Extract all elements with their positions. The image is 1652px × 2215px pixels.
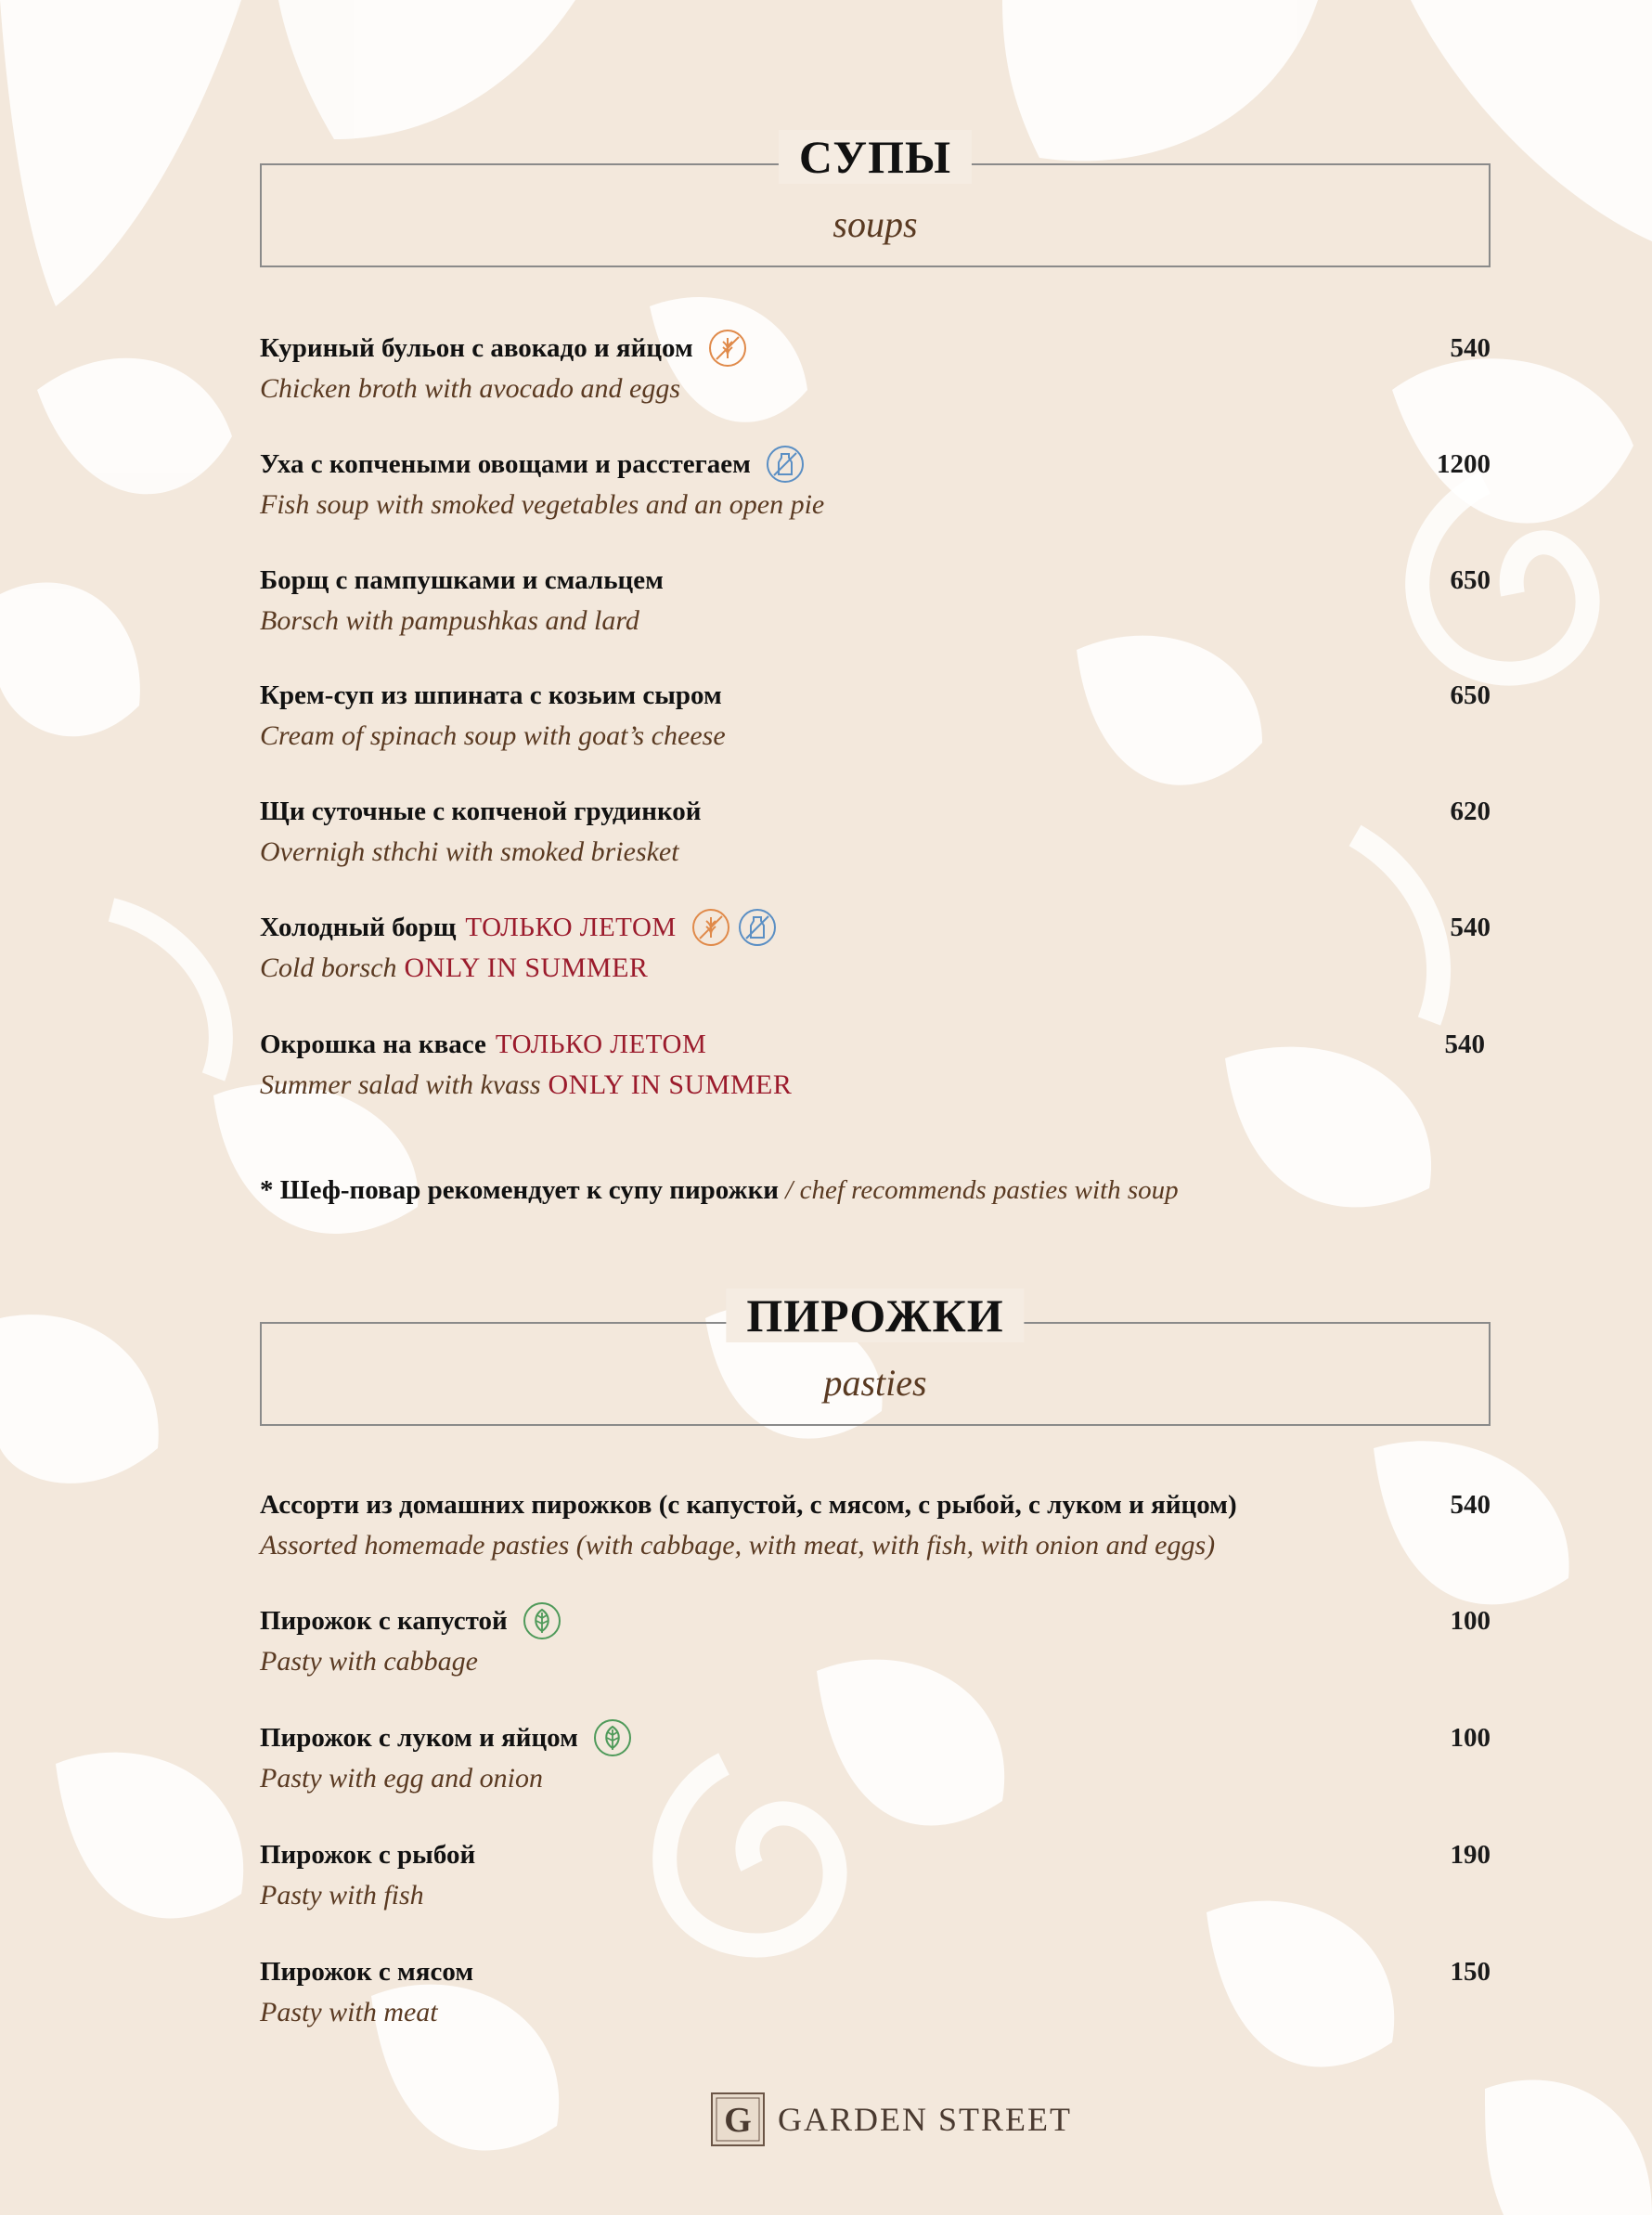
menu-item	[260, 908, 1491, 984]
item-name-ru: Пирожок с мясом	[260, 1956, 474, 1987]
svg-text:G: G	[724, 2101, 752, 2140]
item-name-ru: Ассорти из домашних пирожков (с капустой, с мясом, с рыбой, с луком и яйцом)	[260, 1489, 1237, 1520]
vegetarian-icon	[593, 1718, 632, 1757]
item-name-en: Pasty with fish	[260, 1880, 424, 1911]
seasonal-tag-en: ONLY IN SUMMER	[548, 1069, 793, 1100]
item-name-ru: Пирожок с луком и яйцом	[260, 1722, 578, 1753]
menu-item	[260, 1025, 1485, 1101]
item-name-ru: Борщ с пампушками и смальцем	[260, 564, 664, 595]
menu-item	[260, 1718, 1491, 1794]
pasties-header-box	[260, 1289, 1491, 1426]
brand-name: GARDEN STREET	[778, 2101, 1072, 2138]
item-price: 100	[1450, 1723, 1491, 1753]
soups-subtitle: soups	[832, 203, 918, 245]
item-price: 150	[1450, 1957, 1491, 1987]
item-name-ru: Пирожок с капустой	[260, 1605, 508, 1636]
gluten-free-icon	[691, 908, 730, 947]
menu-item	[260, 1601, 1491, 1677]
item-name-en: Fish soup with smoked vegetables and an open pie	[260, 489, 825, 520]
item-price: 540	[1450, 333, 1491, 363]
item-name-ru: Пирожок с рыбой	[260, 1839, 476, 1870]
menu-item	[260, 329, 1491, 405]
menu-item	[260, 792, 1491, 868]
item-name-ru: Уха с копчеными овощами и расстегаем	[260, 448, 751, 479]
chef-note	[260, 1175, 1179, 1206]
item-name-en: Summer salad with kvass	[260, 1069, 541, 1100]
seasonal-tag-ru: ТОЛЬКО ЛЕТОМ	[465, 912, 677, 942]
item-price: 650	[1450, 680, 1491, 710]
item-name-ru: Крем-суп из шпината с козьим сыром	[260, 680, 722, 710]
item-name-en: Assorted homemade pasties (with cabbage, with meat, with fish, with onion and eggs)	[260, 1530, 1216, 1561]
chef-note-ru: * Шеф-повар рекомендует к супу пирожки	[260, 1175, 780, 1205]
lactose-free-icon	[766, 445, 805, 484]
item-price: 620	[1450, 797, 1491, 826]
item-name-ru: Окрошка на квасе	[260, 1029, 486, 1059]
chef-note-en: / chef recommends pasties with soup	[779, 1175, 1179, 1205]
item-price: 100	[1450, 1606, 1491, 1636]
seasonal-tag-en: ONLY IN SUMMER	[404, 952, 649, 983]
pasties-subtitle: pasties	[823, 1362, 927, 1404]
item-name-en: Chicken broth with avocado and eggs	[260, 373, 680, 404]
item-price: 540	[1444, 1030, 1485, 1059]
item-name-ru: Щи суточные с копченой грудинкой	[260, 796, 702, 826]
item-price: 190	[1450, 1840, 1491, 1870]
soups-title: СУПЫ	[779, 130, 972, 184]
menu-item	[260, 676, 1491, 752]
menu-item	[260, 561, 1491, 637]
item-name-ru: Куриный бульон с авокадо и яйцом	[260, 332, 693, 363]
garden-street-logo-icon	[711, 2092, 765, 2146]
item-price: 650	[1450, 565, 1491, 595]
item-name-en: Cream of spinach soup with goat’s cheese	[260, 720, 726, 751]
item-price: 1200	[1437, 449, 1491, 479]
item-name-en: Borsch with pampushkas and lard	[260, 605, 639, 636]
soups-header-box	[260, 131, 1491, 267]
item-name-en: Pasty with meat	[260, 1997, 438, 2027]
item-name-en: Pasty with egg and onion	[260, 1763, 543, 1794]
item-name-en: Pasty with cabbage	[260, 1646, 478, 1677]
pasties-title: ПИРОЖКИ	[726, 1289, 1024, 1342]
item-price: 540	[1450, 1490, 1491, 1520]
item-name-en: Cold borsch	[260, 952, 397, 983]
footer-brand	[711, 2092, 1072, 2146]
item-name-en: Overnigh sthchi with smoked briesket	[260, 836, 679, 867]
item-price: 540	[1450, 913, 1491, 942]
menu-item	[260, 1485, 1491, 1561]
vegetarian-icon	[523, 1601, 561, 1640]
menu-item	[260, 1952, 1491, 2028]
lactose-free-icon	[738, 908, 777, 947]
seasonal-tag-ru: ТОЛЬКО ЛЕТОМ	[495, 1029, 707, 1059]
gluten-free-icon	[708, 329, 747, 368]
item-name-ru: Холодный борщ	[260, 912, 457, 942]
menu-item	[260, 445, 1491, 521]
menu-item	[260, 1835, 1491, 1911]
